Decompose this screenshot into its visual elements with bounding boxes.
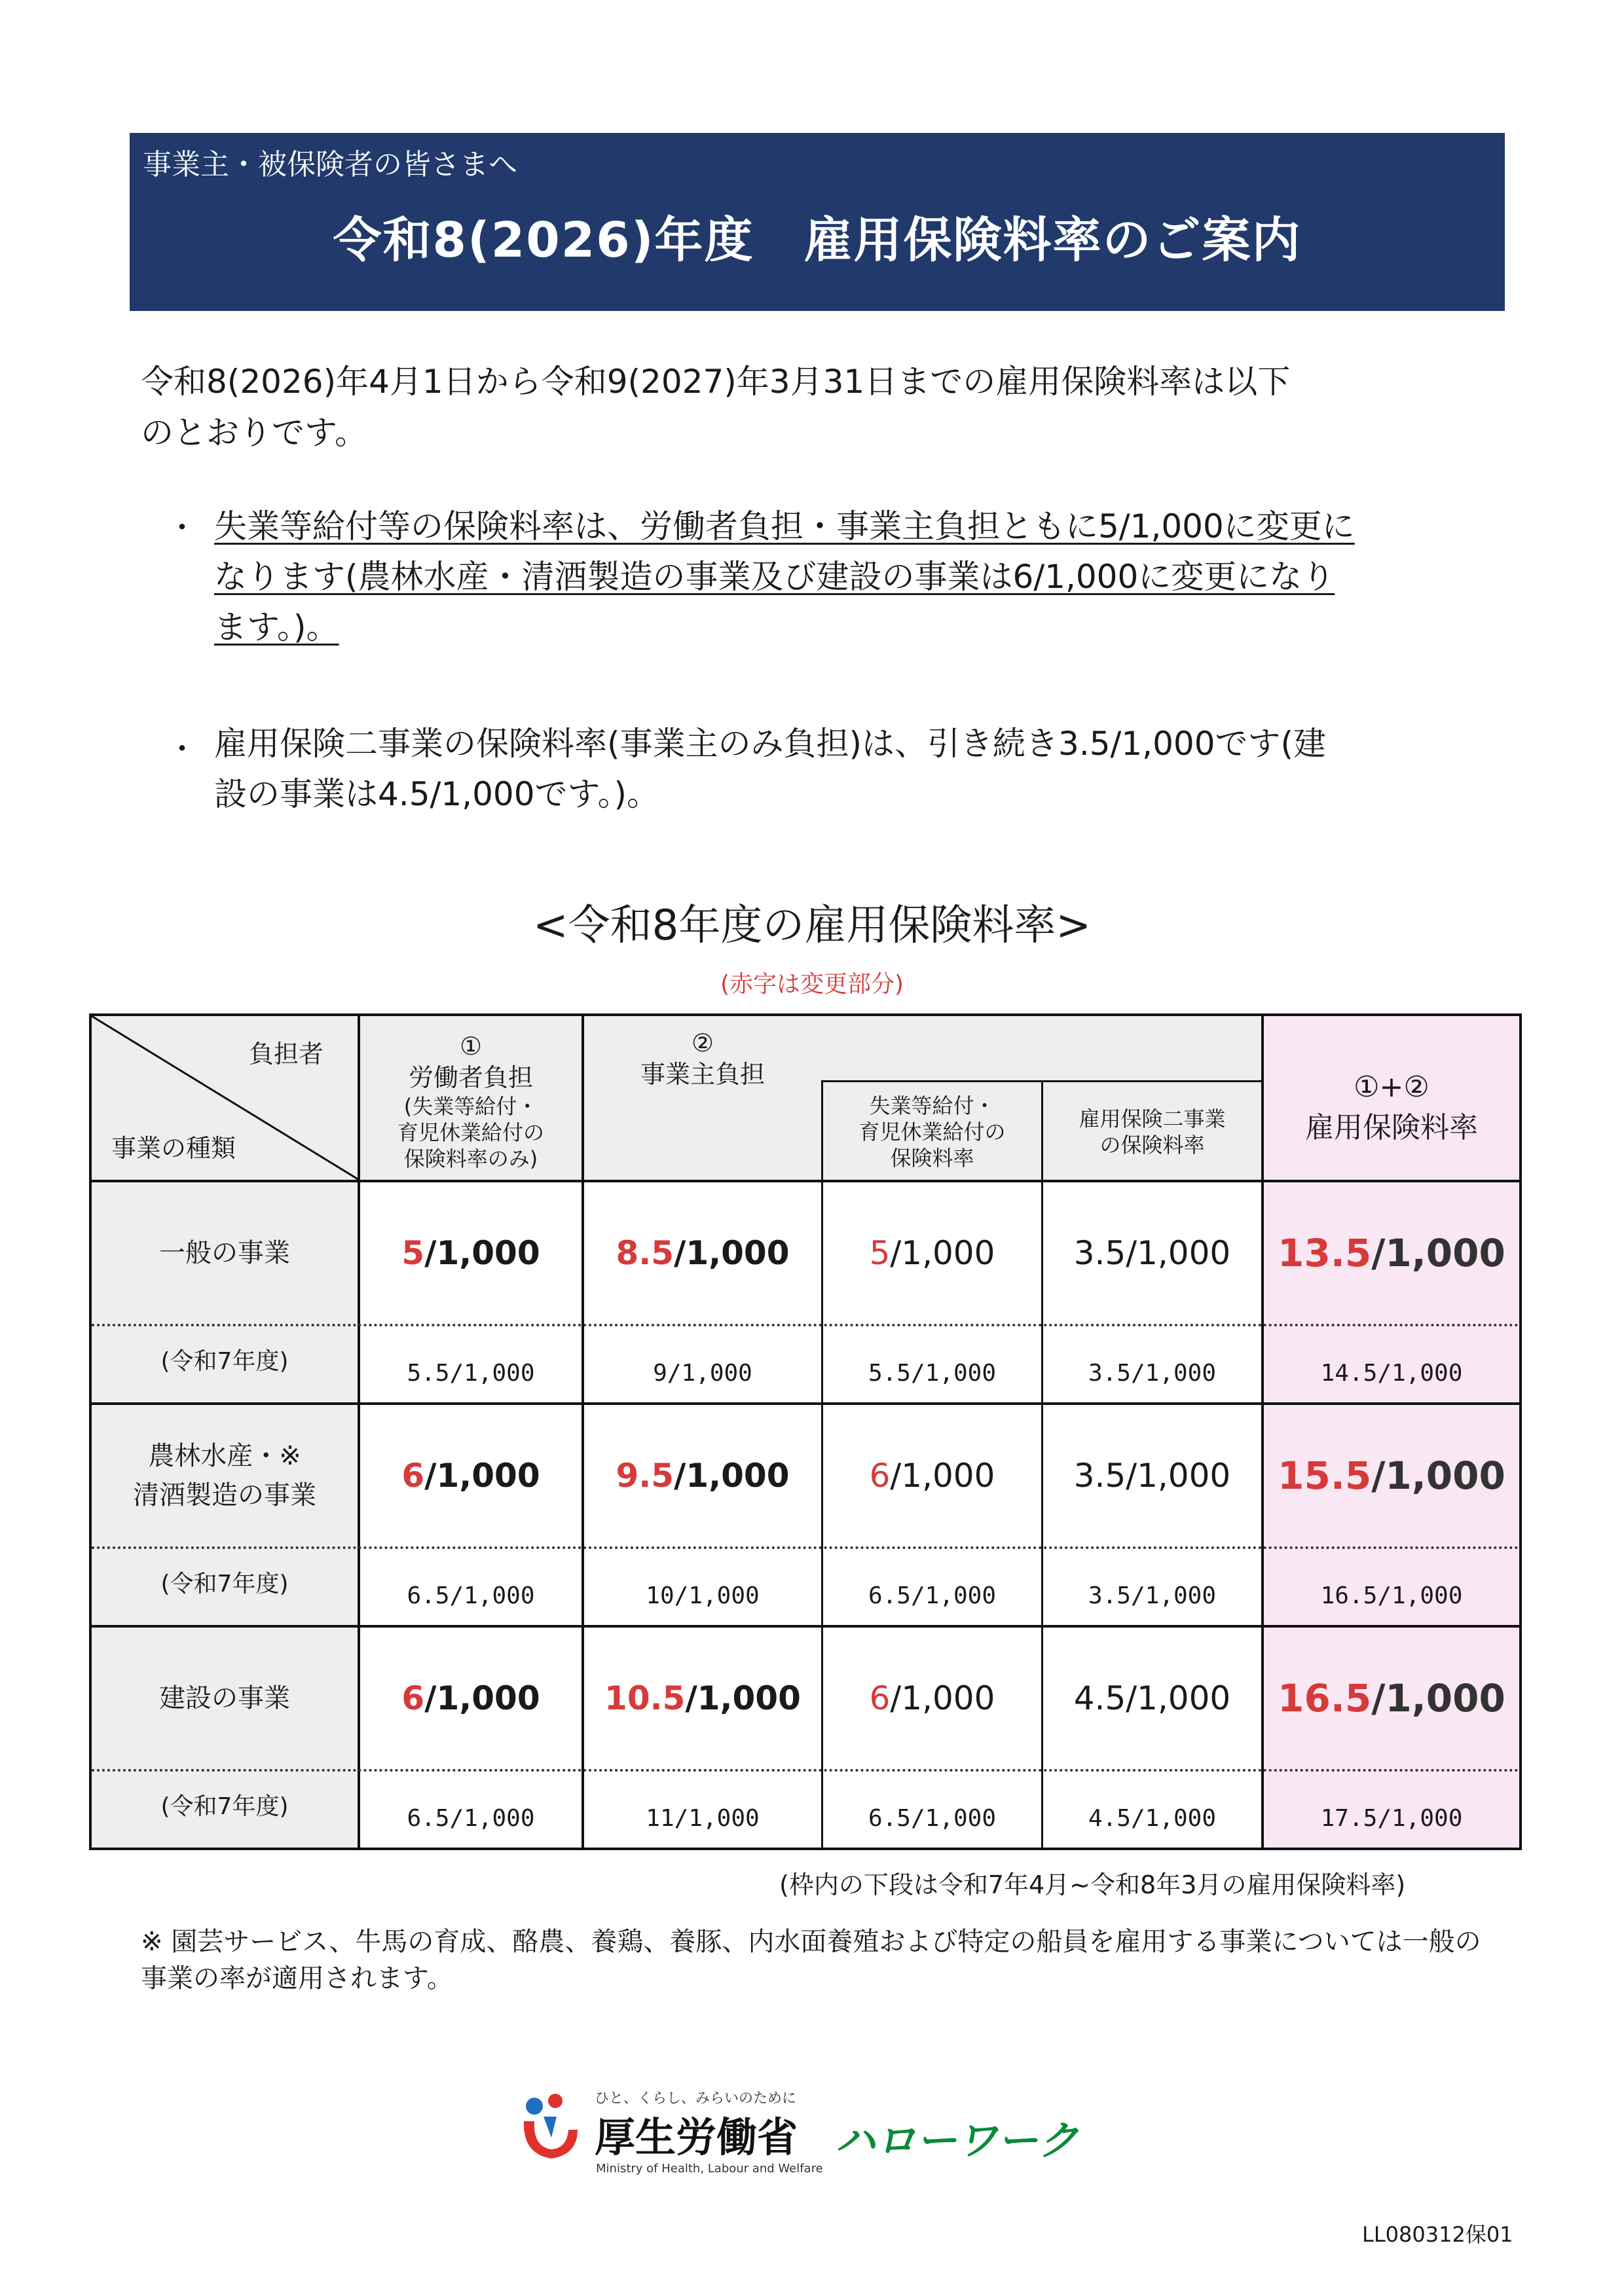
col-unemployment-l2: 育児休業給付の	[858, 1120, 1006, 1144]
col-two-programs-l2: の保険料率	[1099, 1133, 1205, 1157]
bullet-2-text	[214, 719, 1511, 820]
col-worker-header	[360, 1029, 581, 1173]
row-general-prev-unemployment: 5.5/1,000	[868, 1359, 997, 1387]
mhlw-logo-icon	[517, 2092, 583, 2164]
row-construction-prev-label: (令和7年度)	[160, 1793, 289, 1820]
row-construction-prev-total: 17.5/1,000	[1320, 1804, 1463, 1832]
bullet-1-line-1: 失業等給付等の保険料率は、労働者負担・事業主負担ともに5/1,000に変更に	[214, 507, 1355, 545]
col-total-label: 雇用保険料率	[1305, 1111, 1478, 1144]
logo-english-name: Ministry of Health, Labour and Welfare	[596, 2162, 823, 2176]
row-construction-prev-employer: 11/1,000	[646, 1804, 760, 1832]
header-subtitle: 事業主・被保険者の皆さまへ	[143, 148, 517, 181]
note-asterisk: ※ 園芸サービス、牛馬の育成、酪農、養鶏、養豚、内水面養殖および特定の船員を雇用する事業については一般の事業の率が適用されます。	[141, 1927, 1481, 1994]
intro-line-1: 令和8(2026)年4月1日から令和9(2027)年3月31日までの雇用保険料率は以下	[141, 363, 1291, 401]
row-construction-employer: 10.5 /1,000	[604, 1679, 801, 1717]
col-two-programs-header	[1043, 1084, 1261, 1180]
col-worker-num: ①	[459, 1032, 483, 1061]
col-two-programs-l1: 雇用保険二事業	[1079, 1106, 1226, 1131]
row-general-label: 一般の事業	[159, 1238, 290, 1268]
row-construction-worker: 6 /1,000	[401, 1679, 540, 1717]
col-employer-num: ②	[691, 1029, 714, 1057]
bullet-1-line-2: なります(農林水産・清酒製造の事業及び建設の事業は6/1,000に変更になり	[214, 558, 1335, 596]
corner-business-type: 事業の種類	[111, 1134, 236, 1163]
bullet-mark: ・	[167, 731, 197, 767]
row-construction-prev-two-programs: 4.5/1,000	[1088, 1804, 1217, 1832]
col-total-num: ①+②	[1354, 1070, 1430, 1104]
table-note: (赤字は変更部分)	[720, 971, 904, 998]
row-agri-worker: 6 /1,000	[401, 1457, 540, 1495]
bullet-mark: ・	[167, 510, 197, 545]
row-agri-total: 15.5 /1,000	[1278, 1453, 1505, 1498]
row-construction-prev-worker: 6.5/1,000	[407, 1804, 535, 1832]
col-employer-header	[584, 1029, 821, 1088]
row-agri-unemployment: 6 /1,000	[869, 1457, 995, 1495]
corner-burden: 負担者	[249, 1040, 324, 1068]
bullet-2-line-2: 設の事業は4.5/1,000です。)。	[214, 775, 660, 813]
document-code: LL080312保01	[1362, 2222, 1513, 2247]
row-agri-two-programs: 3.5/1,000	[1073, 1457, 1231, 1495]
row-agri-prev-label: (令和7年度)	[160, 1570, 289, 1597]
bullet-1-text	[214, 501, 1511, 653]
col-unemployment-header	[823, 1084, 1041, 1180]
row-general-prev-employer: 9/1,000	[653, 1359, 752, 1387]
col-worker-sub1: (失業等給付・	[403, 1094, 538, 1119]
row-agri-prev-unemployment: 6.5/1,000	[868, 1582, 997, 1609]
row-general-two-programs: 3.5/1,000	[1073, 1234, 1231, 1272]
row-agri-label-1: 農林水産・※	[148, 1441, 301, 1471]
col-total-header	[1264, 1055, 1519, 1160]
row-general-unemployment: 5 /1,000	[869, 1234, 995, 1272]
table-footnote: (枠内の下段は令和7年4月~令和8年3月の雇用保険料率)	[779, 1870, 1406, 1899]
bullet-1-line-3: ます。)。	[214, 608, 339, 646]
rate-table	[89, 1013, 1522, 1850]
row-construction-label: 建設の事業	[159, 1683, 290, 1713]
col-employer-label: 事業主負担	[640, 1060, 765, 1089]
row-construction-prev-unemployment: 6.5/1,000	[868, 1804, 997, 1832]
table-hline	[821, 1080, 1261, 1082]
row-agri-prev-total: 16.5/1,000	[1320, 1582, 1463, 1609]
col-unemployment-l1: 失業等給付・	[869, 1093, 995, 1118]
bullet-2-line-1: 雇用保険二事業の保険料率(事業主のみ負担)は、引き続き3.5/1,000です(建	[214, 725, 1327, 763]
table-title: <令和8年度の雇用保険料率>	[533, 902, 1091, 950]
intro-line-2: のとおりです。	[141, 414, 367, 452]
row-agri-label-2: 清酒製造の事業	[133, 1480, 316, 1510]
page-title: 令和8(2026)年度 雇用保険料率のご案内	[333, 212, 1302, 268]
row-agri-prev-two-programs: 3.5/1,000	[1088, 1582, 1217, 1609]
logo-ministry-name: 厚生労働省	[595, 2113, 798, 2161]
row-construction-total: 16.5 /1,000	[1278, 1676, 1505, 1721]
col-worker-sub2: 育児休業給付の	[397, 1120, 544, 1145]
row-general-prev-total: 14.5/1,000	[1320, 1359, 1463, 1387]
row-general-prev-label: (令和7年度)	[160, 1347, 289, 1375]
col-worker-label: 労働者負担	[408, 1063, 533, 1092]
row-general-total: 13.5 /1,000	[1278, 1231, 1505, 1275]
logo-hellowork: ハローワーク	[835, 2117, 1079, 2164]
row-general-worker: 5 /1,000	[401, 1234, 540, 1272]
row-agri-prev-worker: 6.5/1,000	[407, 1582, 535, 1609]
row-agri-label	[92, 1405, 358, 1546]
logo-tagline: ひと、くらし、みらいのために	[595, 2090, 797, 2107]
row-general-prev-worker: 5.5/1,000	[407, 1359, 535, 1387]
row-agri-prev-employer: 10/1,000	[646, 1582, 760, 1609]
row-general-employer: 8.5 /1,000	[616, 1234, 790, 1272]
col-worker-sub3: 保険料率のみ)	[403, 1146, 538, 1171]
row-construction-unemployment: 6 /1,000	[869, 1679, 995, 1717]
row-general-prev-two-programs: 3.5/1,000	[1088, 1359, 1217, 1387]
col-unemployment-l3: 保険料率	[890, 1146, 974, 1171]
row-agri-employer: 9.5 /1,000	[616, 1457, 790, 1495]
row-construction-two-programs: 4.5/1,000	[1073, 1679, 1231, 1717]
